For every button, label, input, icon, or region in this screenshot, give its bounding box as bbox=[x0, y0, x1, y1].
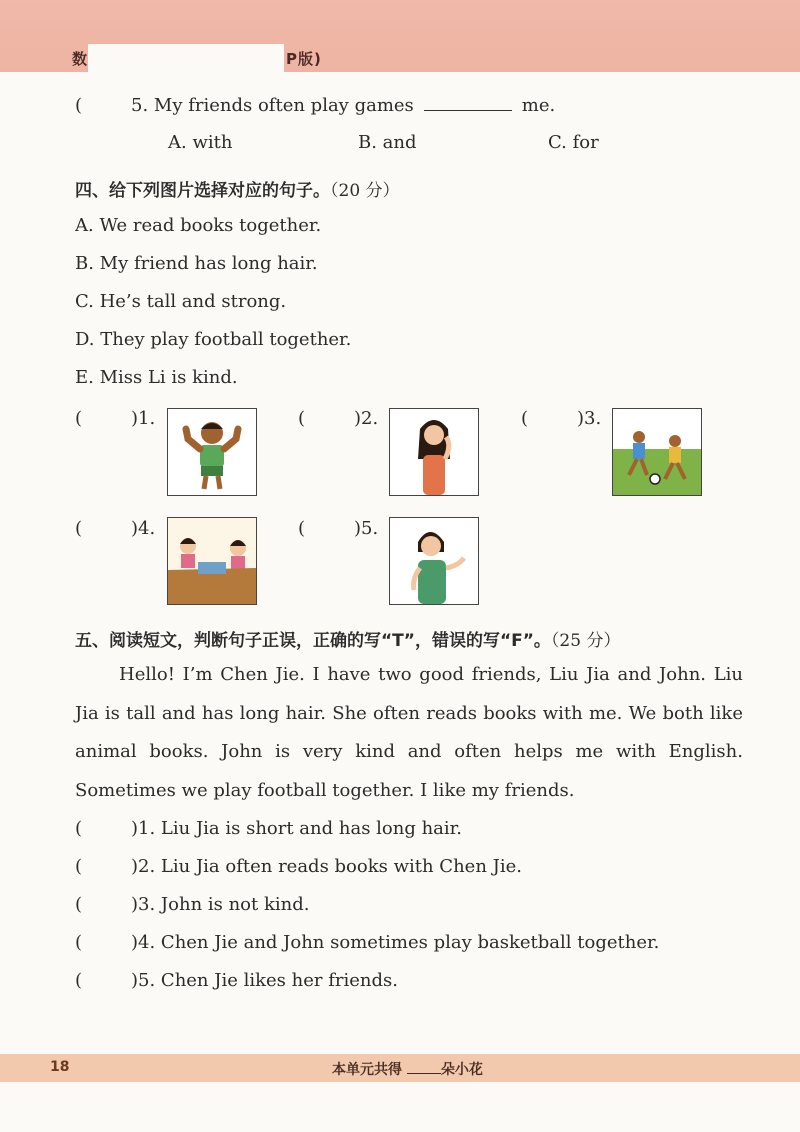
statement-3: ( )3. John is not kind. bbox=[75, 894, 310, 915]
statement-2: ( )2. Liu Jia often reads books with Chen Jie. bbox=[75, 856, 522, 877]
option-c: C. for bbox=[548, 132, 599, 153]
pic-question-1: ( )1. bbox=[75, 408, 156, 429]
header-redaction bbox=[88, 44, 284, 72]
option-b: B. and bbox=[358, 132, 417, 153]
statement-4: ( )4. Chen Jie and John sometimes play basketball together. bbox=[75, 932, 660, 953]
sentence-a: A. We read books together. bbox=[75, 215, 322, 236]
pic-question-5: ( )5. bbox=[298, 518, 379, 539]
long-hair-girl-image bbox=[389, 408, 479, 496]
pic-question-4: ( )4. bbox=[75, 518, 156, 539]
sentence-c: C. He’s tall and strong. bbox=[75, 291, 287, 312]
teacher-image bbox=[389, 517, 479, 605]
statement-5: ( )5. Chen Jie likes her friends. bbox=[75, 970, 398, 991]
sentence-d: D. They play football together. bbox=[75, 329, 352, 350]
pic-question-3: ( )3. bbox=[521, 408, 602, 429]
sentence-b: B. My friend has long hair. bbox=[75, 253, 318, 274]
sentence-e: E. Miss Li is kind. bbox=[75, 367, 238, 388]
section-4-title: 四、给下列图片选择对应的句子。（20 分） bbox=[75, 181, 400, 201]
question-5: ( 5. My friends often play games me. bbox=[75, 95, 556, 116]
book-title: 数 bbox=[72, 50, 89, 68]
edition-label: P版) bbox=[286, 50, 322, 68]
answer-blank[interactable] bbox=[424, 94, 512, 111]
section-5-title: 五、阅读短文，判断句子正误，正确的写“T”，错误的写“F”。（25 分） bbox=[75, 631, 621, 651]
header-band bbox=[0, 0, 800, 72]
option-a: A. with bbox=[168, 132, 233, 153]
question-text: 5. My friends often play games bbox=[131, 95, 414, 116]
football-players-image bbox=[612, 408, 702, 496]
strong-boy-image bbox=[167, 408, 257, 496]
page-number: 18 bbox=[50, 1059, 70, 1075]
statement-1: ( )1. Liu Jia is short and has long hair. bbox=[75, 818, 463, 839]
footer-band bbox=[0, 1054, 800, 1082]
pic-question-2: ( )2. bbox=[298, 408, 379, 429]
reading-girls-image bbox=[167, 517, 257, 605]
flower-count: 本单元共得 朵小花 bbox=[332, 1062, 483, 1078]
reading-passage: Hello! I’m Chen Jie. I have two good friends, Liu Jia and John. Liu Jia is tall and has long hair. She often reads books with me. We both like animal books. John is very kind and often helps me with English. Sometimes we play football together. I like my friends. bbox=[75, 664, 743, 801]
